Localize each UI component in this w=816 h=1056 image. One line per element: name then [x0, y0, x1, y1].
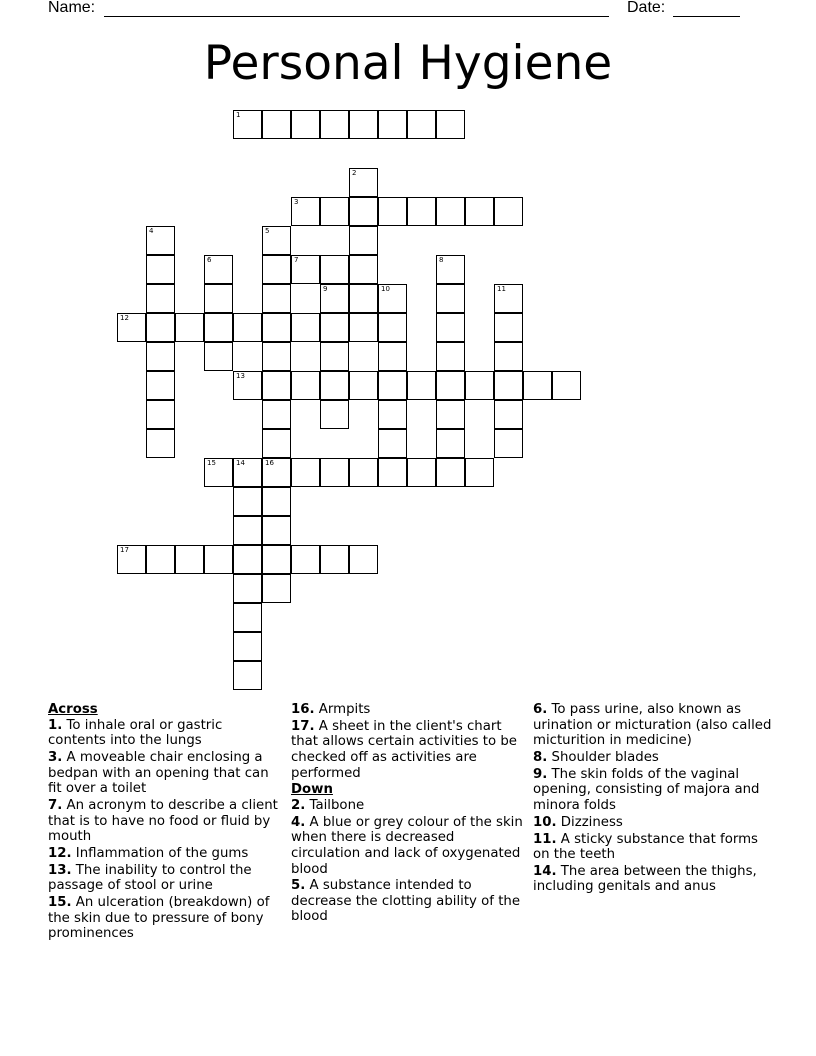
clue-text: Shoulder blades: [547, 749, 659, 765]
grid-cell[interactable]: [204, 342, 233, 371]
grid-cell[interactable]: [262, 458, 291, 487]
clue-item: [291, 878, 526, 925]
grid-cell[interactable]: [436, 458, 465, 487]
grid-cell[interactable]: [146, 400, 175, 429]
clue-number: 2: [352, 169, 357, 177]
grid-cell[interactable]: [233, 313, 262, 342]
grid-cell[interactable]: [407, 458, 436, 487]
grid-cell[interactable]: [436, 197, 465, 226]
grid-cell[interactable]: [291, 110, 320, 139]
date-label: Date:: [627, 0, 666, 16]
clue-text: Dizziness: [556, 814, 623, 830]
grid-cell[interactable]: [465, 197, 494, 226]
clue-number-label: 12.: [48, 845, 72, 861]
grid-cell[interactable]: [349, 168, 378, 197]
grid-cell[interactable]: [320, 110, 349, 139]
clue-number: 14: [236, 459, 245, 467]
clue-number: 17: [120, 546, 129, 554]
clue-number: 11: [497, 285, 506, 293]
down-clue-list: [291, 798, 526, 925]
header: [0, 0, 816, 20]
grid-cell[interactable]: [291, 313, 320, 342]
grid-cell[interactable]: [320, 458, 349, 487]
grid-cell[interactable]: [291, 371, 320, 400]
grid-cell[interactable]: [233, 110, 262, 139]
clue-text: To pass urine, also known as urination or micturation (also called micturition in medicine): [533, 702, 772, 749]
grid-cell[interactable]: [233, 545, 262, 574]
clues-column-1: [48, 702, 283, 943]
clue-number: 5: [265, 227, 270, 235]
clue-number-label: 5.: [291, 878, 306, 894]
grid-cell[interactable]: [349, 313, 378, 342]
clue-item: [48, 895, 283, 942]
grid-cell[interactable]: [146, 545, 175, 574]
clue-number-label: 16.: [291, 702, 315, 717]
across-clue-list: [48, 718, 283, 942]
grid-cell[interactable]: [233, 632, 262, 661]
down-clue-list-cont: [533, 702, 773, 895]
grid-cell[interactable]: [262, 342, 291, 371]
grid-cell[interactable]: [262, 226, 291, 255]
grid-cell[interactable]: [378, 313, 407, 342]
clue-number-label: 9.: [533, 766, 548, 782]
grid-cell[interactable]: [349, 110, 378, 139]
grid-cell[interactable]: [262, 110, 291, 139]
clue-number: 8: [439, 256, 444, 264]
grid-cell[interactable]: [378, 284, 407, 313]
grid-cell[interactable]: [204, 313, 233, 342]
clue-text: A sticky substance that forms on the teeth: [533, 831, 758, 863]
clue-item: [291, 815, 526, 877]
grid-cell[interactable]: [465, 458, 494, 487]
grid-cell[interactable]: [407, 371, 436, 400]
grid-cell[interactable]: [494, 400, 523, 429]
grid-cell[interactable]: [494, 313, 523, 342]
grid-cell[interactable]: [523, 371, 552, 400]
grid-cell[interactable]: [436, 371, 465, 400]
clue-item: [48, 750, 283, 797]
grid-cell[interactable]: [233, 603, 262, 632]
grid-cell[interactable]: [349, 197, 378, 226]
date-field[interactable]: [673, 16, 740, 17]
grid-cell[interactable]: [233, 661, 262, 690]
grid-cell[interactable]: [262, 284, 291, 313]
clue-number: 3: [294, 198, 299, 206]
clue-text: To inhale oral or gastric contents into the lungs: [48, 717, 223, 749]
grid-cell[interactable]: [146, 226, 175, 255]
clue-number: 13: [236, 372, 245, 380]
grid-cell[interactable]: [349, 284, 378, 313]
grid-cell[interactable]: [233, 516, 262, 545]
grid-cell[interactable]: [320, 342, 349, 371]
across-heading: Across: [48, 702, 98, 717]
clue-text: The area between the thighs, including genitals and anus: [533, 863, 757, 895]
clue-number-label: 1.: [48, 717, 63, 733]
clue-text: A moveable chair enclosing a bedpan with an opening that can fit over a toilet: [48, 749, 269, 797]
grid-cell[interactable]: [146, 284, 175, 313]
grid-cell[interactable]: [494, 342, 523, 371]
clue-number: 10: [381, 285, 390, 293]
grid-cell[interactable]: [378, 400, 407, 429]
clue-number: 4: [149, 227, 154, 235]
grid-cell[interactable]: [494, 284, 523, 313]
clue-number: 1: [236, 111, 241, 119]
grid-cell[interactable]: [146, 255, 175, 284]
grid-cell[interactable]: [349, 255, 378, 284]
grid-cell[interactable]: [407, 197, 436, 226]
clue-number-label: 3.: [48, 749, 63, 765]
grid-cell[interactable]: [436, 313, 465, 342]
grid-cell[interactable]: [320, 313, 349, 342]
grid-cell[interactable]: [407, 110, 436, 139]
grid-cell[interactable]: [262, 574, 291, 603]
grid-cell[interactable]: [494, 429, 523, 458]
grid-cell[interactable]: [349, 226, 378, 255]
clue-item: [533, 864, 773, 895]
grid-cell[interactable]: [378, 342, 407, 371]
name-field[interactable]: [104, 16, 609, 17]
grid-cell[interactable]: [291, 458, 320, 487]
page-title: Personal Hygiene: [203, 36, 613, 91]
grid-cell[interactable]: [233, 574, 262, 603]
grid-cell[interactable]: [146, 429, 175, 458]
grid-cell[interactable]: [175, 545, 204, 574]
grid-cell[interactable]: [320, 197, 349, 226]
grid-cell[interactable]: [291, 197, 320, 226]
clue-number: 9: [323, 285, 328, 293]
clue-text: A blue or grey colour of the skin when there is decreased circulation and lack of oxygenated blood: [291, 814, 523, 877]
grid-cell[interactable]: [175, 313, 204, 342]
grid-cell[interactable]: [291, 255, 320, 284]
clue-number-label: 15.: [48, 895, 72, 911]
grid-cell[interactable]: [262, 371, 291, 400]
down-heading: Down: [291, 782, 333, 798]
clue-item: [48, 846, 283, 862]
grid-cell[interactable]: [146, 371, 175, 400]
grid-cell[interactable]: [117, 313, 146, 342]
clue-number-label: 14.: [533, 863, 557, 879]
name-label: Name:: [48, 0, 96, 16]
clue-item: [533, 832, 773, 863]
grid-cell[interactable]: [552, 371, 581, 400]
grid-cell[interactable]: [262, 516, 291, 545]
clue-item: [48, 863, 283, 894]
grid-cell[interactable]: [436, 110, 465, 139]
clue-number-label: 13.: [48, 862, 72, 878]
clue-number-label: 8.: [533, 749, 548, 765]
grid-cell[interactable]: [320, 400, 349, 429]
grid-cell[interactable]: [465, 371, 494, 400]
grid-cell[interactable]: [262, 400, 291, 429]
grid-cell[interactable]: [320, 371, 349, 400]
grid-cell[interactable]: [378, 429, 407, 458]
clue-number-label: 2.: [291, 797, 306, 813]
clue-item: [533, 815, 773, 831]
grid-cell[interactable]: [349, 458, 378, 487]
clue-item: [291, 719, 526, 781]
across-clue-list-cont: [291, 702, 526, 781]
grid-cell[interactable]: [378, 110, 407, 139]
grid-cell[interactable]: [494, 197, 523, 226]
clue-item: [48, 798, 283, 845]
clue-item: [533, 750, 773, 766]
grid-cell[interactable]: [494, 371, 523, 400]
clue-item: [48, 718, 283, 749]
clue-number: 12: [120, 314, 129, 322]
clue-number: 6: [207, 256, 212, 264]
clue-number-label: 10.: [533, 814, 557, 830]
clue-number: 16: [265, 459, 274, 467]
grid-cell[interactable]: [436, 400, 465, 429]
grid-cell[interactable]: [320, 255, 349, 284]
clue-item: [533, 702, 773, 749]
clue-text: An acronym to describe a client that is to have no food or fluid by mouth: [48, 797, 278, 845]
grid-cell[interactable]: [117, 545, 146, 574]
clue-text: An ulceration (breakdown) of the skin due to pressure of bony prominences: [48, 895, 270, 942]
clues-column-3: [533, 702, 773, 896]
clue-number-label: 17.: [291, 718, 315, 734]
grid-cell[interactable]: [233, 458, 262, 487]
grid-cell[interactable]: [378, 371, 407, 400]
grid-cell[interactable]: [146, 342, 175, 371]
grid-cell[interactable]: [262, 313, 291, 342]
grid-cell[interactable]: [436, 429, 465, 458]
grid-cell[interactable]: [349, 371, 378, 400]
grid-cell[interactable]: [291, 545, 320, 574]
clue-text: Tailbone: [305, 797, 365, 813]
grid-cell[interactable]: [436, 342, 465, 371]
grid-cell[interactable]: [378, 197, 407, 226]
grid-cell[interactable]: [204, 255, 233, 284]
grid-cell[interactable]: [436, 284, 465, 313]
grid-cell[interactable]: [146, 313, 175, 342]
grid-cell[interactable]: [204, 545, 233, 574]
grid-cell[interactable]: [320, 284, 349, 313]
clue-text: A sheet in the client's chart that allows certain activities to be checked off as activities are performed: [291, 718, 517, 781]
clue-number-label: 6.: [533, 702, 548, 717]
clue-item: [291, 702, 526, 718]
clue-number: 7: [294, 256, 299, 264]
grid-cell[interactable]: [233, 487, 262, 516]
clue-text: Armpits: [314, 702, 371, 717]
clue-text: The skin folds of the vaginal opening, consisting of majora and minora folds: [533, 766, 760, 813]
clue-text: A substance intended to decrease the clotting ability of the blood: [291, 878, 521, 925]
grid-cell[interactable]: [320, 545, 349, 574]
clue-number-label: 4.: [291, 814, 306, 830]
grid-cell[interactable]: [262, 487, 291, 516]
grid-cell[interactable]: [233, 371, 262, 400]
grid-cell[interactable]: [262, 429, 291, 458]
clue-number-label: 11.: [533, 831, 557, 847]
clue-text: The inability to control the passage of stool or urine: [48, 862, 252, 894]
grid-cell[interactable]: [378, 458, 407, 487]
clues-column-2: [291, 702, 526, 926]
clue-number: 15: [207, 459, 216, 467]
grid-cell[interactable]: [204, 284, 233, 313]
clue-item: [533, 767, 773, 814]
grid-cell[interactable]: [204, 458, 233, 487]
clue-item: [291, 798, 526, 814]
grid-cell[interactable]: [262, 545, 291, 574]
clue-text: Inflammation of the gums: [71, 845, 249, 861]
grid-cell[interactable]: [436, 255, 465, 284]
clue-number-label: 7.: [48, 797, 63, 813]
grid-cell[interactable]: [262, 255, 291, 284]
grid-cell[interactable]: [349, 545, 378, 574]
